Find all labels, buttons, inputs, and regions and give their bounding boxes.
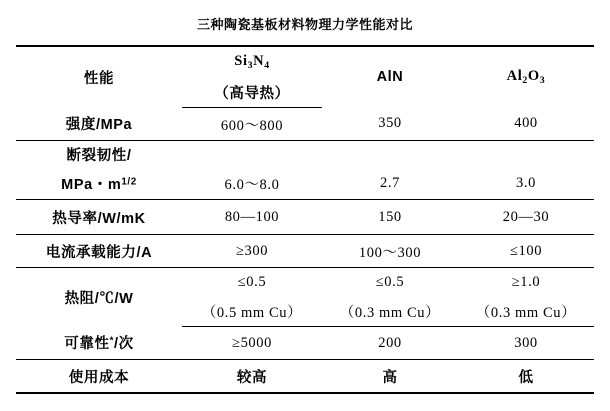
table-row (16, 360, 594, 394)
cell-reliability-aln: 200 (322, 327, 458, 360)
cell-reliability-al2o3: 300 (458, 327, 594, 360)
row-label-reliability (16, 327, 182, 360)
row-label-strength: 强度/MPa (16, 108, 182, 141)
page-title: 三种陶瓷基板材料物理力学性能对比 (196, 17, 413, 32)
cell-cost-si3n4: 较高 (182, 360, 322, 394)
cell-reliability-si3n4: ≥5000 (182, 327, 322, 360)
cell-strength-al2o3: 400 (458, 108, 594, 141)
cell-conductivity-aln: 150 (322, 200, 458, 235)
table-row (16, 167, 594, 200)
header-property: 性能 (16, 46, 182, 108)
note-resistance-al2o3: （0.3 mm Cu） (458, 296, 594, 327)
header-si3n4-subtitle: （高导热） (182, 77, 322, 108)
table-row (16, 108, 594, 141)
header-si3n4 (182, 46, 322, 77)
comparison-table (16, 45, 594, 394)
row-label-current-capacity: 电流承载能力/A (16, 235, 182, 268)
cell-toughness-aln-spacer (322, 141, 458, 168)
unit-mpa-m-half: MPa・$m^{1/2}$ (61, 176, 137, 193)
cell-current-aln: 100～300 (322, 235, 458, 268)
row-label-fracture-toughness-line1: 断裂韧性/ (66, 147, 132, 164)
row-label-thermal-resistance: 热阻/℃/W (64, 290, 134, 307)
cell-toughness-aln: 2.7 (322, 167, 458, 200)
cell-conductivity-al2o3: 20—30 (458, 200, 594, 235)
cell-toughness-si3n4-spacer (182, 141, 322, 168)
cell-current-si3n4: ≥300 (182, 235, 322, 268)
cell-current-al2o3: ≤100 (458, 235, 594, 268)
cell-strength-aln: 350 (322, 108, 458, 141)
header-al2o3 (458, 46, 594, 108)
table-row (16, 200, 594, 235)
label-reliability-text: 可靠性*/次 (64, 335, 134, 353)
cell-resistance-aln: ≤0.5 (375, 273, 405, 290)
cell-toughness-si3n4: 6.0～8.0 (182, 167, 322, 200)
cell-conductivity-si3n4: 80—100 (182, 200, 322, 235)
table-row (16, 327, 594, 360)
row-label-thermal-conductivity: 热导率/W/mK (16, 200, 182, 235)
header-si3n4-text: $Si_3N_4$ (234, 53, 270, 71)
header-al2o3-text: $Al_2O_3$ (506, 68, 546, 87)
row-label-fracture-toughness-line2 (16, 167, 182, 200)
note-resistance-si3n4: （0.5 mm Cu） (182, 296, 322, 327)
cell-cost-al2o3: 低 (458, 360, 594, 394)
cell-toughness-al2o3: 3.0 (458, 167, 594, 200)
table-row (16, 235, 594, 268)
cell-strength-si3n4: 600～800 (182, 108, 322, 141)
cell-toughness-al2o3-spacer (458, 141, 594, 168)
cell-resistance-si3n4: ≤0.5 (237, 273, 267, 290)
table-header-row-1 (16, 46, 594, 77)
note-resistance-aln: （0.3 mm Cu） (322, 296, 458, 327)
cell-resistance-al2o3: ≥1.0 (511, 273, 541, 290)
cell-cost-aln: 高 (322, 360, 458, 394)
row-label-cost: 使用成本 (16, 360, 182, 394)
header-aln: AlN (322, 46, 458, 108)
table-row (16, 141, 594, 168)
table-row (16, 268, 594, 297)
